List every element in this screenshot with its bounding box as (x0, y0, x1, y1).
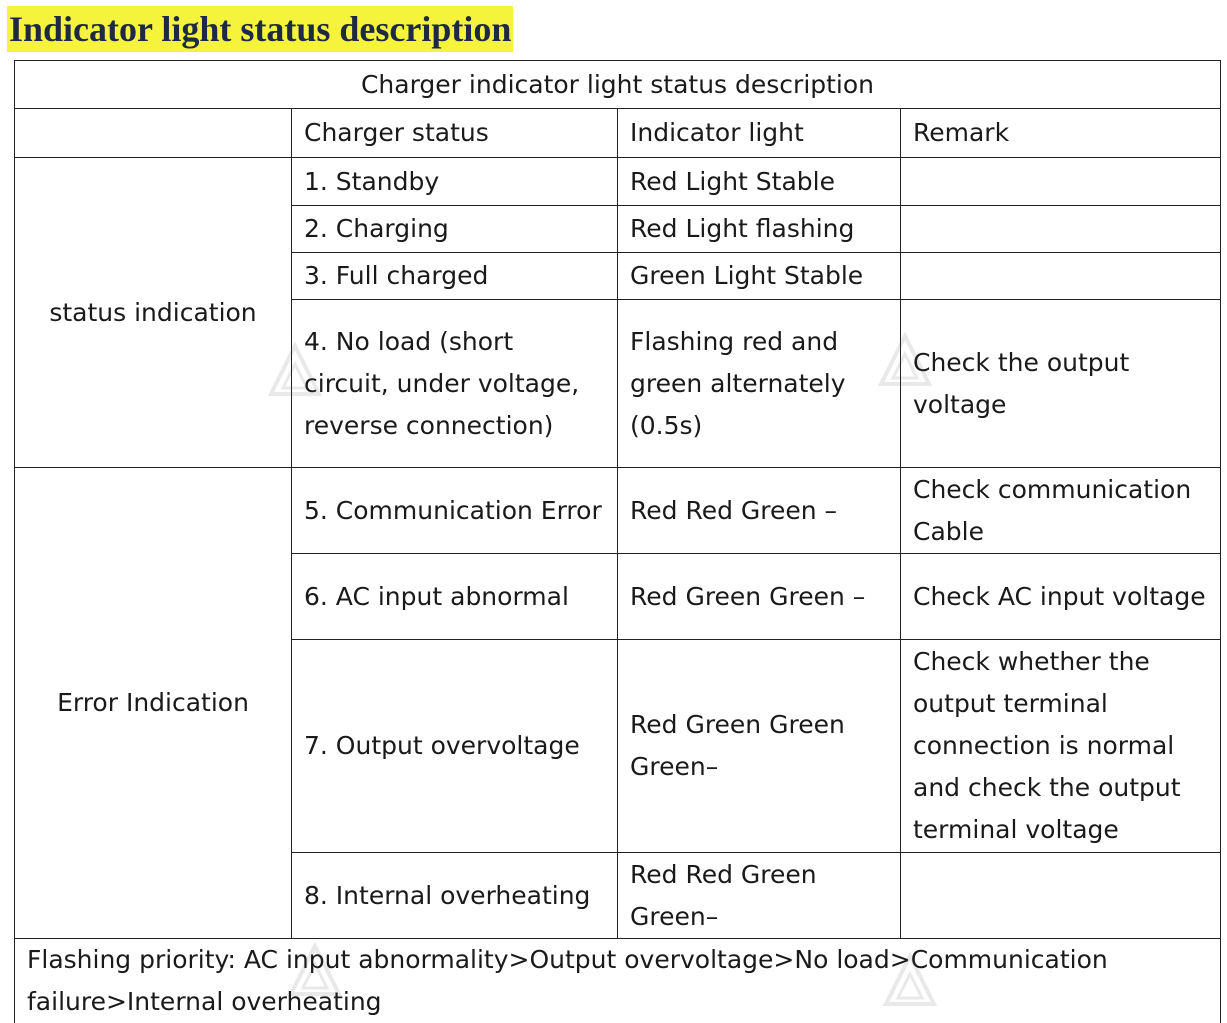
status-cell: 7. Output overvoltage (292, 640, 618, 853)
header-cell-indicator-light: Indicator light (618, 109, 901, 158)
header-cell-remark: Remark (901, 109, 1221, 158)
remark-cell: Check AC input voltage (901, 554, 1221, 640)
heading-wrap (7, 6, 513, 52)
light-cell: Flashing red and green alternately (0.5s) (618, 300, 901, 468)
remark-cell (901, 853, 1221, 939)
group-label-status-indication: status indication (15, 158, 292, 468)
flashing-priority-note: Flashing priority: AC input abnormality>Output overvoltage>No load>Communication failure>Internal overheating (15, 939, 1221, 1023)
status-cell: 6. AC input abnormal (292, 554, 618, 640)
group-label-error-indication: Error Indication (15, 468, 292, 939)
table-title: Charger indicator light status description (15, 61, 1221, 109)
table-title-row (15, 61, 1221, 109)
remark-cell (901, 158, 1221, 206)
light-cell: Red Red Green Green– (618, 853, 901, 939)
page-heading: Indicator light status description (7, 6, 513, 52)
header-cell-blank (15, 109, 292, 158)
remark-cell: Check whether the output terminal connection is normal and check the output terminal voltage (901, 640, 1221, 853)
light-cell: Red Light flashing (618, 206, 901, 253)
light-cell: Green Light Stable (618, 253, 901, 300)
remark-cell: Check the output voltage (901, 300, 1221, 468)
light-cell: Red Green Green – (618, 554, 901, 640)
status-cell: 8. Internal overheating (292, 853, 618, 939)
status-cell: 3. Full charged (292, 253, 618, 300)
remark-cell: Check communication Cable (901, 468, 1221, 554)
light-cell: Red Green Green Green– (618, 640, 901, 853)
status-cell: 2. Charging (292, 206, 618, 253)
header-cell-charger-status: Charger status (292, 109, 618, 158)
light-cell: Red Light Stable (618, 158, 901, 206)
table-row (15, 158, 1221, 206)
remark-cell (901, 253, 1221, 300)
status-cell: 5. Communication Error (292, 468, 618, 554)
table-footer-row (15, 939, 1221, 1023)
table-row (15, 468, 1221, 554)
light-cell: Red Red Green – (618, 468, 901, 554)
status-cell: 1. Standby (292, 158, 618, 206)
status-table (14, 60, 1221, 1023)
remark-cell (901, 206, 1221, 253)
status-cell: 4. No load (short circuit, under voltage, reverse connection) (292, 300, 618, 468)
table-header-row (15, 109, 1221, 158)
